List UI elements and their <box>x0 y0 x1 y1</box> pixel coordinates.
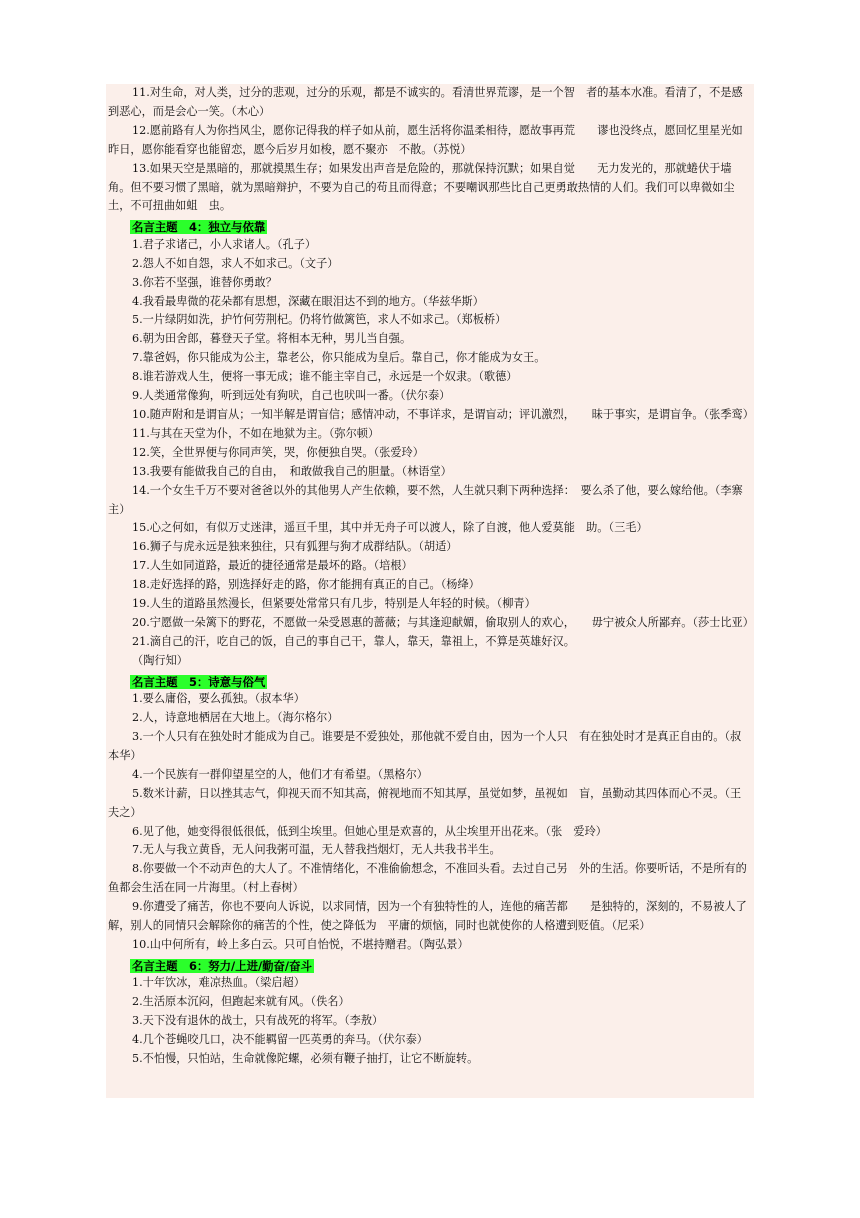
quote-paragraph: 5.不怕慢，只怕站，生命就像陀螺，必须有鞭子抽打，让它不断旋转。 <box>132 1052 479 1065</box>
quote-paragraph: 2.生活原本沉闷，但跑起来就有风。（佚名） <box>132 995 350 1009</box>
quote-paragraph: 10.山中何所有，岭上多白云。只可自怡悦，不堪持赠君。（陶弘景） <box>132 937 469 951</box>
quote-paragraph: 7.无人与我立黄昏，无人问我粥可温，无人替我挡烟灯，无人共我书半生。 <box>132 843 501 857</box>
section-heading-label: 名言主题 5：诗意与俗气 <box>132 674 266 689</box>
section-heading <box>106 955 754 975</box>
section-heading-label: 名言主题 4：独立与依靠 <box>132 220 266 235</box>
quote-paragraph: 2.怨人不如自怨，求人不如求己。（文子） <box>132 256 339 270</box>
quote-paragraph: 11.与其在天堂为仆，不如在地狱为主。（弥尔顿） <box>132 426 380 440</box>
quote-paragraph: 19.人生的道路虽然漫长，但紧要处常常只有几步，特别是人年轻的时候。（柳青） <box>132 597 536 611</box>
quote-paragraph: 15.心之何如，有似万丈迷津，遥亘千里，其中并无舟子可以渡人，除了自渡，他人爱莫能 助。（三毛） <box>132 521 648 535</box>
quote-paragraph: 4.几个苍蝇咬几口，决不能羁留一匹英勇的奔马。（伏尔泰） <box>132 1033 428 1047</box>
quote-paragraph: 13.如果天空是黑暗的，那就摸黑生存；如果发出声音是危险的，那就保持沉默；如果自觉 无力发光的，那就蜷伏于墙角。但不要习惯了黑暗，就为黑暗辩护，不要为自己的苟且而得意；不要嘲讽那些比自己更勇敢热情的人们。我们可以卑微如尘土，不可扭曲如蛆 虫。 <box>108 161 735 213</box>
quote-paragraph: 6.朝为田舍郎，暮登天子堂。将相本无种，男儿当自强。 <box>132 332 412 346</box>
quote-paragraph: 17.人生如同道路，最近的捷径通常是最坏的路。（培根） <box>132 559 413 573</box>
section-heading-label: 名言主题 6：努力/上进/勤奋/奋斗 <box>132 958 312 973</box>
quote-paragraph: 8.你要做一个不动声色的大人了。不准情绪化，不准偷偷想念，不准回头看。去过自己另 外的生活。你要听话，不是所有的鱼都会生活在同一片海里。（村上春树） <box>108 862 747 895</box>
quote-paragraph: 5.一片绿阴如洗，护竹何劳荆杞。仍将竹做篱笆，求人不如求己。（郑板桥） <box>132 313 507 327</box>
quote-paragraph: 1.君子求诸己，小人求诸人。（孔子） <box>132 237 317 251</box>
quote-paragraph: 18.走好选择的路，别选择好走的路，你才能拥有真正的自己。（杨绛） <box>132 578 480 592</box>
section-heading <box>106 216 754 236</box>
quote-paragraph: 3.天下没有退休的战士，只有战死的将军。（李敖） <box>132 1014 384 1028</box>
quote-paragraph: 16.狮子与虎永远是独来独往，只有狐狸与狗才成群结队。（胡适） <box>132 540 458 554</box>
section-heading <box>106 671 754 691</box>
quote-paragraph: 8.谁若游戏人生，便将一事无成；谁不能主宰自己，永远是一个奴隶。（歌德） <box>132 370 518 384</box>
quote-paragraph: 3.你若不坚强，谁替你勇敢？ <box>132 275 277 289</box>
quote-paragraph: 4.我看最卑微的花朵都有思想，深藏在眼泪达不到的地方。（华兹华斯） <box>132 294 484 308</box>
quote-paragraph: 2.人，诗意地栖居在大地上。（海尔格尔） <box>132 711 339 725</box>
quote-paragraph: （陶行知） <box>132 653 188 667</box>
quote-paragraph: 13.我要有能做我自己的自由， 和敢做我自己的胆量。（林语堂） <box>132 464 452 478</box>
quote-paragraph: 12.笑，全世界便与你同声笑，哭，你便独自哭。（张爱玲） <box>132 445 424 459</box>
document-page <box>106 84 754 1098</box>
quote-paragraph: 20.宁愿做一朵篱下的野花，不愿做一朵受恩惠的蔷薇；与其逢迎献媚，偷取别人的欢心， 毋宁被众人所鄙弃。（莎士比亚） <box>132 615 754 629</box>
quote-paragraph: 6.见了他，她变得很低很低，低到尘埃里。但她心里是欢喜的，从尘埃里开出花来。（张 爱玲） <box>132 824 607 838</box>
quote-paragraph: 9.人类通常像狗，听到远处有狗吠，自己也吠叫一番。（伏尔泰） <box>132 389 451 403</box>
quote-paragraph: 14.一个女生千万不要对爸爸以外的其他男人产生依赖，要不然，人生就只剩下两种选择： 要么杀了他，要么嫁给他。（李寨主） <box>108 483 743 516</box>
quote-paragraph: 11.对生命，对人类，过分的悲观，过分的乐观，都是不诚实的。看清世界荒谬，是一个智 者的基本水准。看清了，不是感到恶心，而是会心一笑。（木心） <box>108 86 743 118</box>
quote-paragraph: 10.随声附和是谓盲从；一知半解是谓盲信；感情冲动，不事详求，是谓盲动；评讥激烈， 昧于事实，是谓盲争。（张季鸾） <box>132 408 754 421</box>
quote-paragraph: 7.靠爸妈，你只能成为公主，靠老公，你只能成为皇后。靠自己，你才能成为女王。 <box>132 351 546 365</box>
quote-paragraph: 12.愿前路有人为你挡风尘，愿你记得我的样子如从前，愿生活将你温柔相待，愿故事再荒 谬也没终点，愿回忆里星光如昨日，愿你能看穿也能留恋，愿今后岁月如梭，愿不聚亦 不散。（苏悦） <box>108 123 743 156</box>
quote-paragraph: 1.要么庸俗，要么孤独。（叔本华） <box>132 692 305 706</box>
quote-paragraph: 21.滴自己的汗，吃自己的饭，自己的事自己干，靠人，靠天，靠祖上，不算是英雄好汉。 <box>132 634 575 648</box>
quote-paragraph: 4.一个民族有一群仰望星空的人，他们才有希望。（黑格尔） <box>132 767 428 781</box>
quote-paragraph: 3.一个人只有在独处时才能成为自己。谁要是不爱独处，那他就不爱自由，因为一个人只 有在独处时才是真正自由的。（叔本华） <box>108 730 742 762</box>
quote-paragraph: 9.你遭受了痛苦，你也不要向人诉说，以求同情，因为一个有独特性的人，连他的痛苦都 是独特的，深刻的，不易被人了解，别人的同情只会解除你的痛苦的个性，使之降低为 平庸的烦恼，同时也就使你的人格遭到贬值。（尼采） <box>108 900 747 933</box>
quote-paragraph: 5.数米计薪，日以挫其志气，仰视天而不知其高，俯视地而不知其厚，虽觉如梦，虽视如 盲，虽勤动其四体而心不灵。（王夫之） <box>108 786 742 819</box>
quote-paragraph: 1.十年饮冰，难凉热血。（梁启超） <box>132 976 305 990</box>
